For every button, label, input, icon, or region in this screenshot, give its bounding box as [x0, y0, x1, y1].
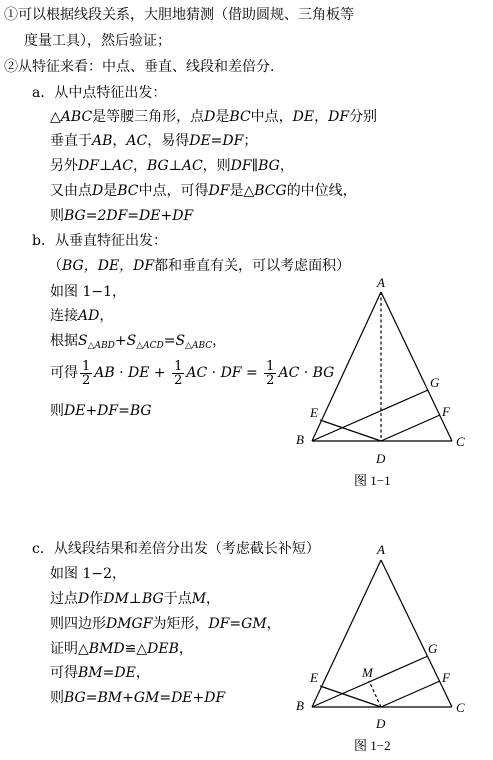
section-b-line-6: 则DE+DF=BG [50, 403, 152, 419]
label-a: A [377, 275, 385, 290]
label-e: E [310, 405, 318, 420]
section-a-line-4: 又由点D是BC中点，可得DF是△BCG的中位线， [50, 183, 357, 199]
section-b-line-3: 连接AD， [50, 308, 114, 324]
segment-df [381, 415, 440, 441]
figure-1-2-caption: 图 1−2 [354, 738, 391, 753]
label-f: F [442, 404, 450, 419]
section-c-line-1: 如图 1−2， [50, 566, 126, 582]
section-c-line-4: 证明△BMD≌△DEB， [50, 641, 193, 657]
label-b: B [296, 432, 304, 447]
label-m: M [362, 665, 373, 680]
section-b-line-5: 可得 $\frac{1}{2}$ AB · DE + $\frac{1}{2}$ AC · DF = $\frac{1}{2}$ AC · BG [50, 358, 335, 388]
section-b-heading: b．从垂直特征出发： [32, 233, 167, 249]
figure-1-2 [290, 540, 490, 760]
figure-1-1-caption: 图 1−1 [354, 473, 391, 488]
label-b: B [296, 698, 304, 713]
section-a-line-3: 另外DF⊥AC，BG⊥AC，则DF∥BG， [50, 158, 294, 174]
fraction-half: $\frac{1}{2}$ [82, 358, 91, 388]
label-d: D [376, 451, 386, 466]
label-d: D [376, 716, 386, 731]
section-c-line-2: 过点D作DM⊥BG于点M， [50, 591, 221, 607]
segment-bg [312, 390, 428, 441]
section-a-line-5: 则BG=2DF=DE+DF [50, 208, 194, 224]
side-ab [312, 292, 381, 441]
section-b-line-4: 根据$S_{\triangle ABD}+S_{\triangle ACD}=S_{\triangle ABC}$， [50, 333, 227, 351]
section-c-heading: c．从线段结果和差倍分出发（考虑截长补短） [32, 541, 320, 557]
segment-bg [312, 656, 428, 707]
figure-1-1 [290, 270, 490, 495]
section-c-line-3: 则四边形DMGF为矩形，DF=GM， [50, 616, 281, 632]
segment-de [320, 420, 381, 441]
label-e: E [310, 670, 318, 685]
label-c: C [456, 434, 465, 449]
section-a-line-1: △ABC是等腰三角形，点D是BC中点，DE，DF分别 [50, 109, 378, 125]
label-f: F [442, 670, 450, 685]
section-a-heading: a．从中点特征出发： [32, 85, 167, 101]
label-c: C [456, 700, 465, 715]
section-a-line-2: 垂直于AB，AC，易得DE=DF； [50, 133, 258, 149]
section-c-line-6: 则BG=BM+GM=DE+DF [50, 690, 226, 706]
fraction-half: $\frac{1}{2}$ [174, 358, 183, 388]
label-g: G [428, 641, 438, 656]
segment-df [381, 681, 440, 707]
section-b-line-1: （BG，DE，DF都和垂直有关，可以考虑面积） [48, 258, 351, 274]
line-2: 度量工具），然后验证； [24, 33, 171, 49]
label-a: A [377, 542, 385, 557]
label-g: G [430, 375, 440, 390]
fraction-half: $\frac{1}{2}$ [266, 358, 275, 388]
section-b-line-2: 如图 1−1， [50, 284, 126, 300]
section-c-line-5: 可得BM=DE， [50, 665, 150, 681]
segment-de [320, 686, 381, 707]
line-3: ②从特征来看：中点、垂直、线段和差倍分. [4, 59, 275, 75]
line-1: ①可以根据线段关系，大胆地猜测（借助圆规、三角板等 [4, 7, 354, 23]
